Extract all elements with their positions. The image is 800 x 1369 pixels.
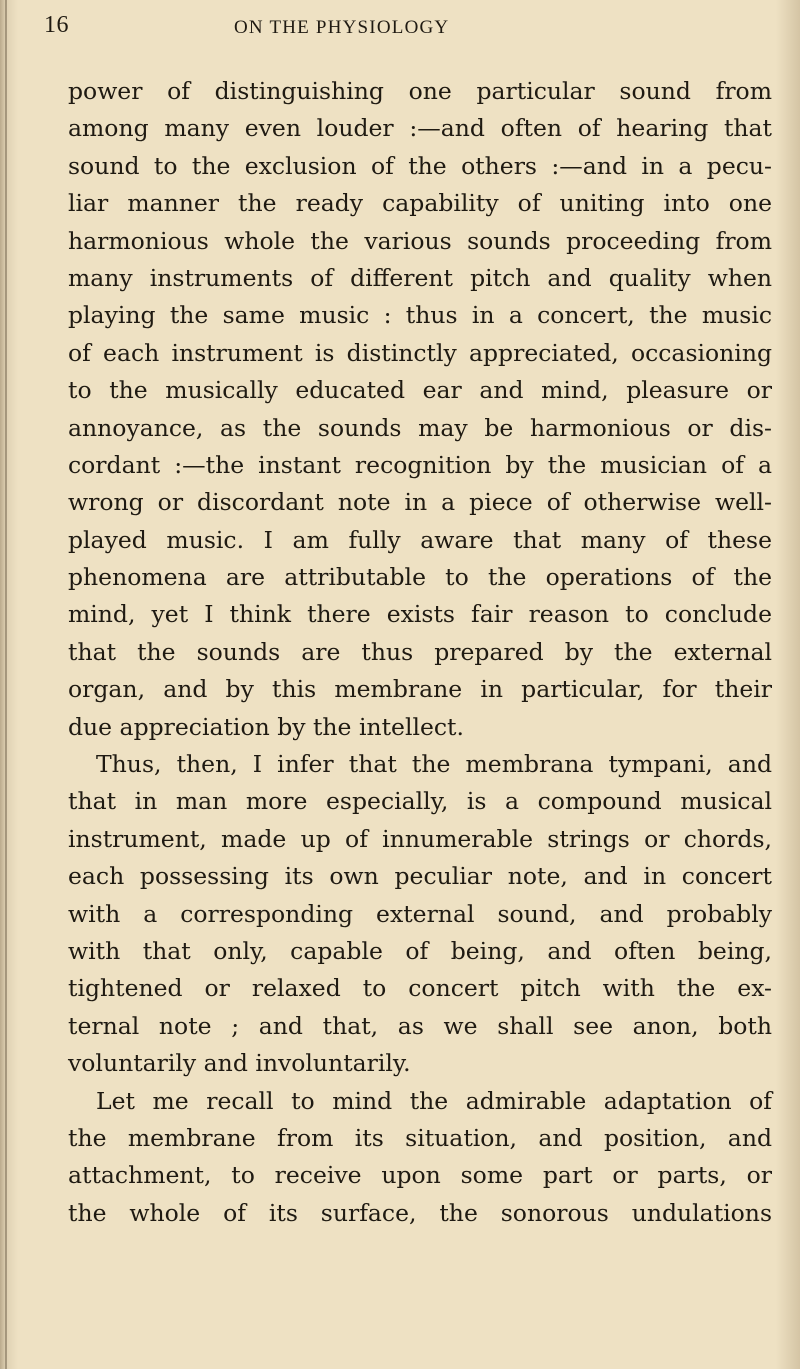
text-line: played music. I am fully aware that many of these [68, 525, 772, 554]
text-line: cordant :—the instant recognition by the musician of a [68, 450, 772, 479]
text-line: liar manner the ready capability of uniting into one [68, 189, 772, 218]
text-line: Thus, then, I infer that the membrana tympani, and [96, 750, 772, 779]
text-line: power of distinguishing one particular sound from [68, 77, 772, 105]
text-line: attachment, to receive upon some part or parts, or [68, 1161, 772, 1190]
text-line: many instruments of different pitch and quality when [68, 263, 772, 292]
text-line: phenomena are attributable to the operations of the [68, 563, 772, 592]
text-line: the membrane from its situation, and position, and [68, 1123, 772, 1152]
text-line: with that only, capable of being, and often being, [68, 936, 772, 965]
text-line: with a corresponding external sound, and probably [68, 899, 772, 928]
text-line: among many even louder :—and often of hearing that [68, 114, 772, 143]
text-line: voluntarily and involuntarily. [68, 1049, 411, 1078]
text-line: ternal note ; and that, as we shall see anon, both [68, 1011, 772, 1040]
text-line: to the musically educated ear and mind, pleasure or [68, 376, 772, 405]
text-line: tightened or relaxed to concert pitch with the ex- [68, 974, 772, 1003]
text-line: each possessing its own peculiar note, and in concert [68, 862, 772, 891]
text-line: wrong or discordant note in a piece of otherwise well- [68, 488, 772, 517]
text-line: that in man more especially, is a compound musical [68, 787, 772, 816]
text-line: that the sounds are thus prepared by the external [68, 637, 772, 666]
body-text [68, 73, 772, 1232]
page-gutter-shadow [5, 0, 7, 1369]
text-line: playing the same music : thus in a concert, the music [68, 301, 772, 330]
text-line: instrument, made up of innumerable strings or chords, [68, 824, 772, 853]
text-line: due appreciation by the intellect. [68, 712, 464, 741]
running-title: ON THE PHYSIOLOGY [234, 17, 450, 38]
text-line: organ, and by this membrane in particular, for their [68, 675, 772, 704]
page-header [44, 12, 760, 48]
text-line: the whole of its surface, the sonorous undulations [68, 1198, 772, 1227]
text-line: Let me recall to mind the admirable adaptation of [96, 1086, 772, 1115]
page-number: 16 [44, 12, 69, 38]
text-line: annoyance, as the sounds may be harmonious or dis- [68, 413, 772, 442]
text-line: sound to the exclusion of the others :—and in a pecu- [68, 151, 772, 180]
text-line: mind, yet I think there exists fair reason to conclude [68, 600, 772, 629]
text-line: harmonious whole the various sounds proceeding from [68, 226, 772, 255]
text-line: of each instrument is distinctly appreciated, occasioning [68, 338, 772, 367]
